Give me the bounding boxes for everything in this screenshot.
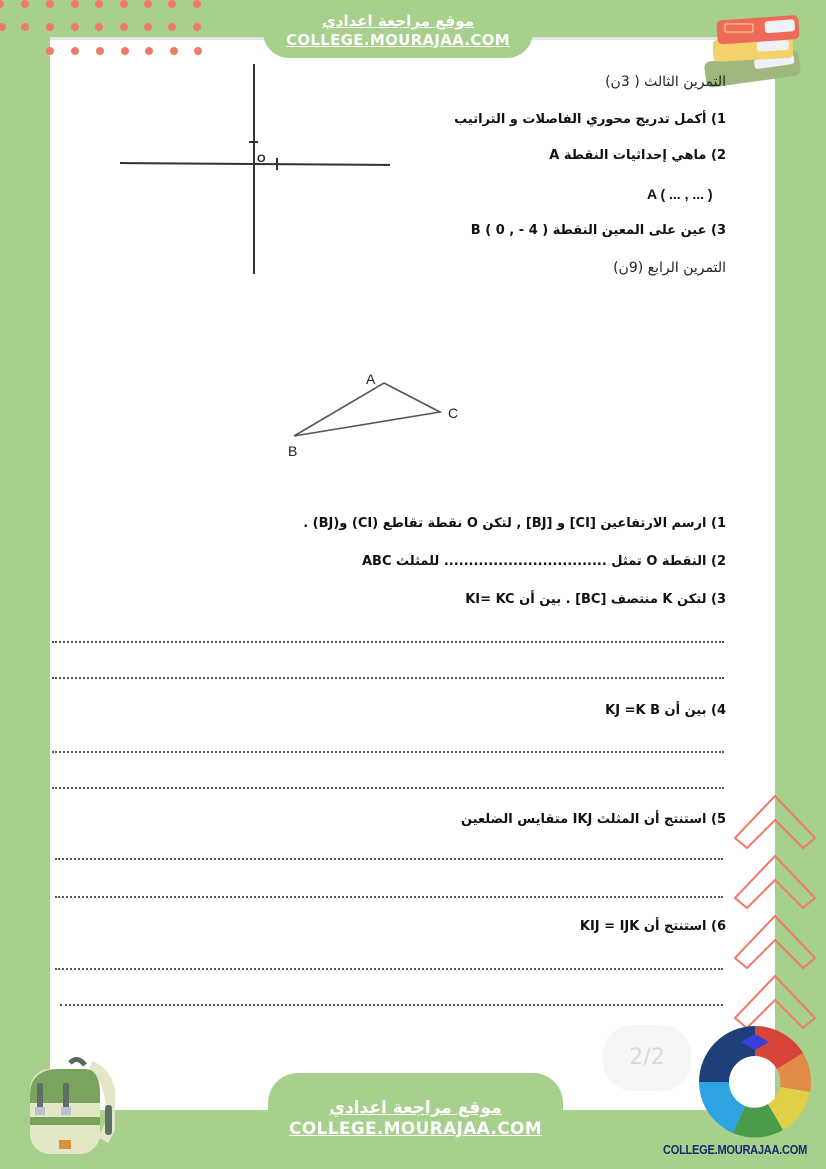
site-url-link[interactable]: COLLEGE.MOURAJAA.COM	[289, 1119, 542, 1139]
exercise4-question-2: 2) النقطة O تمثل ................................. للمثلث ABC	[361, 554, 726, 569]
exercise4-question-1: 1) ارسم الارتفاعين [CI] و [BJ] , لتكن O نقطة تقاطع (CI) و(BJ) .	[303, 516, 726, 531]
exercise3-answer-a: A ( ... , ... )	[647, 186, 713, 202]
triangle-figure	[270, 360, 470, 470]
exercise3-question-2: 2) ماهي إحداثيات النقطة A	[549, 148, 726, 163]
decorative-chevrons	[733, 790, 823, 1040]
exercise4-title: التمرين الرابع (9ن)	[613, 260, 726, 276]
backpack-illustration	[15, 1055, 115, 1160]
footer-banner	[268, 1073, 563, 1169]
y-unit-tick	[249, 141, 258, 143]
answer-line[interactable]	[55, 896, 723, 898]
answer-line[interactable]	[55, 858, 723, 860]
vertex-label-b: B	[288, 443, 298, 459]
exercise3-question-3: 3) عين على المعين النقطة ( 4 - , 0 ) B	[470, 223, 726, 238]
site-url-link[interactable]: COLLEGE.MOURAJAA.COM	[286, 31, 510, 49]
answer-line[interactable]	[52, 751, 724, 753]
answer-line[interactable]	[52, 677, 724, 679]
header-banner	[263, 0, 533, 58]
x-unit-tick	[276, 158, 278, 170]
exercise3-title: التمرين الثالث ( 3ن)	[605, 74, 726, 90]
site-name-arabic[interactable]: موقع مراجعة اعدادي	[322, 12, 474, 30]
y-axis	[253, 64, 255, 274]
exercise4-question-3: 3) لتكن K منتصف [BC] . بين أن KI= KC	[465, 592, 726, 607]
decorative-dot-grid-row	[50, 47, 250, 57]
exercise4-question-6: 6) استنتج أن KIJ = IJK	[579, 919, 726, 934]
exercise4-question-5: 5) استنتج أن المثلث IKJ متقايس الضلعين	[460, 812, 726, 827]
exercise3-question-1: 1) أكمل تدريج محوري الفاصلات و التراتيب	[454, 112, 726, 127]
chevron-up-icon	[733, 790, 823, 1040]
site-logo-text[interactable]: COLLEGE.MOURAJAA.COM	[663, 1142, 808, 1157]
education-ring-logo-icon	[695, 1022, 815, 1142]
vertex-label-a: A	[366, 371, 376, 387]
answer-line[interactable]	[52, 787, 724, 789]
site-name-arabic[interactable]: موقع مراجعة اعدادي	[329, 1098, 502, 1118]
answer-line[interactable]	[60, 1004, 723, 1006]
answer-line[interactable]	[52, 641, 724, 643]
exercise4-question-4: 4) بين أن KJ =K B	[605, 703, 726, 718]
page-indicator: 2/2	[603, 1025, 691, 1091]
vertex-label-c: C	[448, 405, 459, 421]
origin-label: O	[257, 153, 266, 165]
backpack-icon	[15, 1055, 115, 1160]
site-logo[interactable]	[695, 1022, 815, 1142]
answer-line[interactable]	[55, 968, 723, 970]
